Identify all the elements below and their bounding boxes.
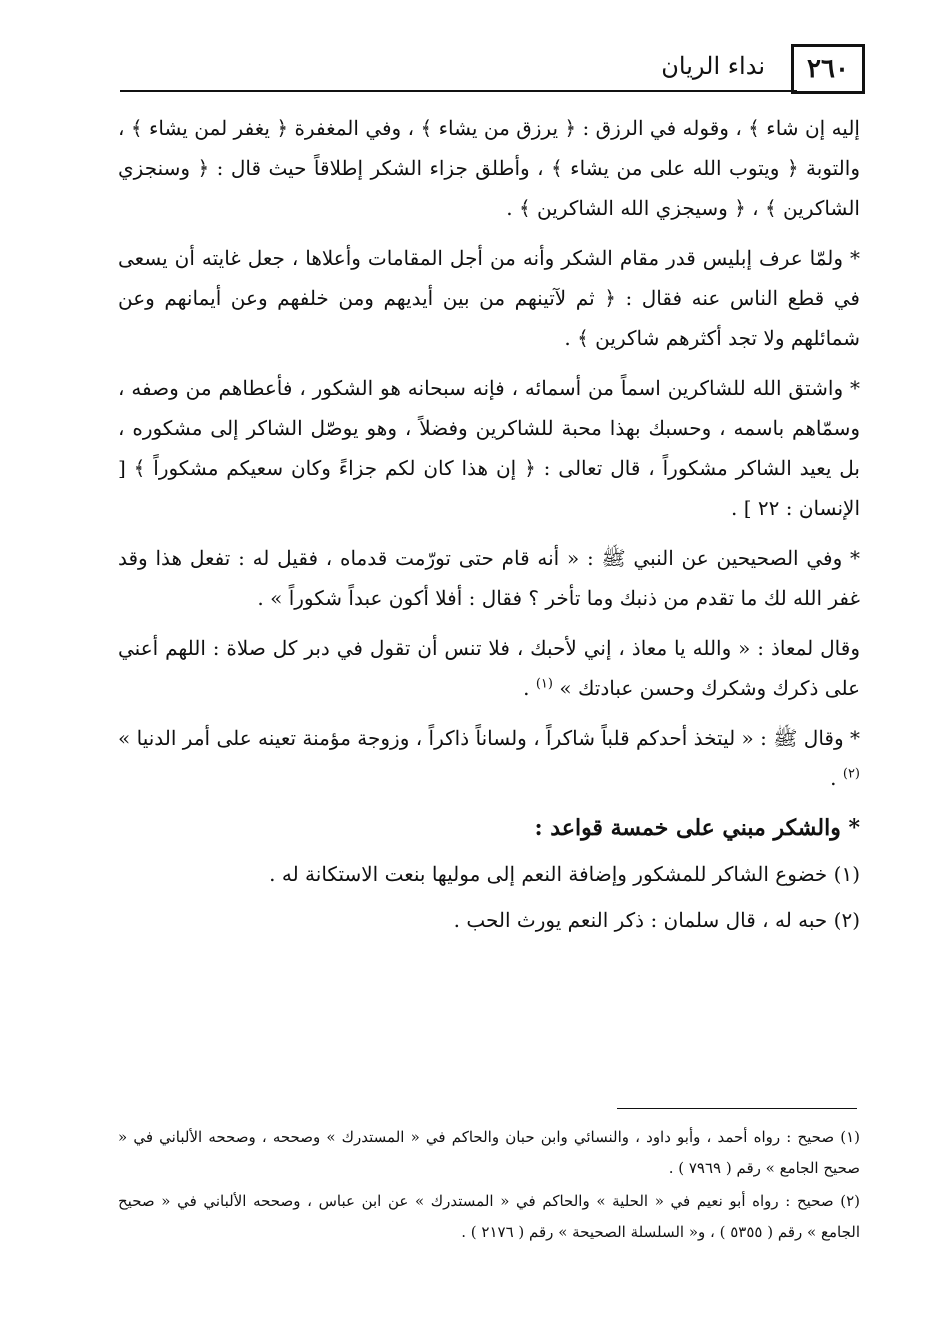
paragraph-text: وقال لمعاذ : « والله يا معاذ ، إني لأحبك ، فلا تنس أن تقول في دبر كل صلاة : اللهم أعني على ذكرك وشكرك وحسن عبادتك » [118, 636, 860, 700]
footnote: (٢) صحيح : رواه أبو نعيم في « الحلية » والحاكم في « المستدرك » عن ابن عباس ، وصححه الألباني في « صحيح الجامع » رقم ( ٥٣٥٥ ) ، و« السلسلة الصحيحة » رقم ( ٢١٧٦ ) . [118, 1192, 860, 1241]
footnote-ref: (٢) [842, 766, 860, 782]
page-header [120, 38, 865, 94]
footnote: (١) صحيح : رواه أحمد ، وأبو داود ، والنسائي وابن حبان والحاكم في « المستدرك » وصححه ، وصححه الألباني في « صحيح الجامع » رقم ( ٧٩٦٩ ) . [118, 1128, 860, 1177]
section-heading: * والشكر مبني على خمسة قواعد : [534, 815, 860, 841]
paragraph: * وفي الصحيحين عن النبي ﷺ : « أنه قام حتى تورّمت قدماه ، فقيل له : تفعل هذا وقد غفر الله لك ما تقدم من ذنبك وما تأخر ؟ فقال : أفلا أكون عبداً شكوراً » . [118, 546, 860, 610]
footnote-rule [617, 1108, 857, 1109]
paragraph-end: . [830, 766, 843, 790]
page-number: ٢٦٠ [791, 44, 865, 94]
list-item: (٢) حبه له ، قال سلمان : ذكر النعم يورث الحب . [453, 908, 860, 932]
paragraph [118, 628, 860, 708]
paragraph: * ولمّا عرف إبليس قدر مقام الشكر وأنه من أجل المقامات وأعلاها ، جعل غايته أن يسعى في قطع الناس عنه فقال : ﴿ ثم لآتينهم من بين أيديهم ومن خلفهم وعن أيمانهم وعن شمائلهم ولا تجد أكثرهم شاكرين ﴾ . [118, 246, 860, 350]
footnotes [118, 1122, 860, 1250]
paragraph: إليه إن شاء ﴾ ، وقوله في الرزق : ﴿ يرزق من يشاء ﴾ ، وفي المغفرة ﴿ يغفر لمن يشاء ﴾ ، والتوبة ﴿ ويتوب الله على من يشاء ﴾ ، وأطلق جزاء الشكر إطلاقاً حيث قال : ﴿ وسنجزي الشاكرين ﴾ ، ﴿ وسيجزي الله الشاكرين ﴾ . [118, 116, 860, 220]
paragraph-end: . [523, 676, 536, 700]
paragraph [118, 718, 860, 798]
paragraph-text: * وقال ﷺ : « ليتخذ أحدكم قلباً شاكراً ، ولساناً ذاكراً ، وزوجة مؤمنة تعينه على أمر الدنيا » [118, 726, 860, 750]
book-title: نداء الريان [661, 52, 765, 80]
header-rule [120, 90, 797, 92]
footnote-ref: (١) [535, 676, 553, 692]
main-text [118, 108, 860, 946]
paragraph: * واشتق الله للشاكرين اسماً من أسمائه ، فإنه سبحانه هو الشكور ، فأعطاهم من وصفه ، وسمّاهم باسمه ، وحسبك بهذا محبة للشاكرين وفضلاً ، وهو يوصّل الشاكر إلى مشكوره ، بل يعيد الشاكر مشكوراً ، قال تعالى : ﴿ إن هذا كان لكم جزاءً وكان سعيكم مشكوراً ﴾ [ الإنسان : ٢٢ ] . [118, 376, 860, 520]
list-item: (١) خضوع الشاكر للمشكور وإضافة النعم إلى موليها بنعت الاستكانة له . [269, 862, 860, 886]
